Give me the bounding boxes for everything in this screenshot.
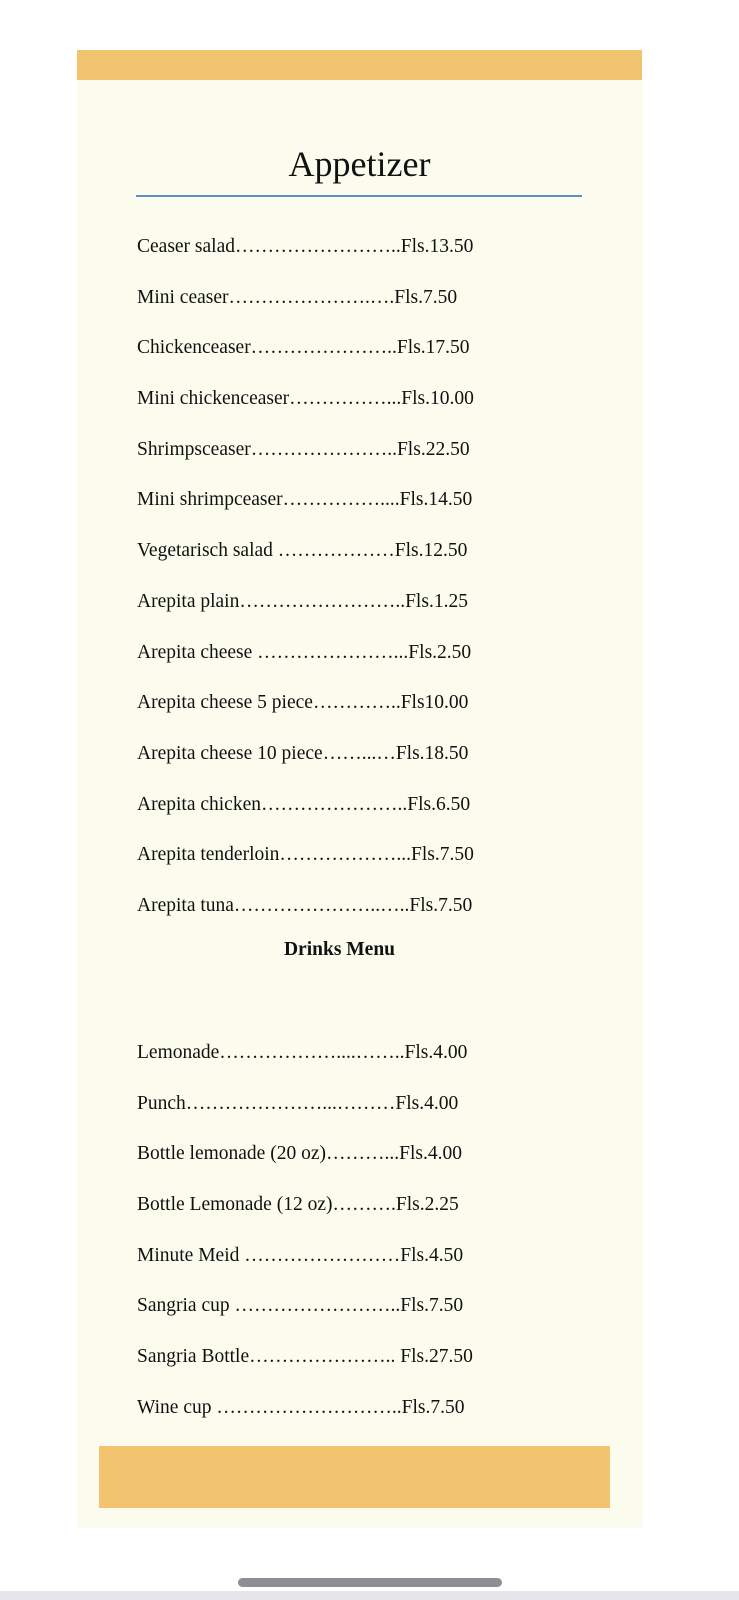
menu-item: Arepita chicken…………………..Fls.6.50 [137,793,471,815]
menu-item: Sangria Bottle………………….. Fls.27.50 [137,1346,473,1368]
menu-item: Minute Meid ……………………Fls.4.50 [137,1244,464,1266]
menu-item: Arepita cheese 10 piece……...…Fls.18.50 [137,742,469,764]
menu-item: Arepita plain……………………..Fls.1.25 [137,590,468,612]
bottom-edge-strip [0,1591,739,1600]
menu-item: Arepita cheese 5 piece…………..Fls10.00 [137,692,469,714]
menu-item: Bottle lemonade (20 oz)………...Fls.4.00 [137,1143,462,1165]
menu-document [77,50,642,1528]
menu-item: Arepita tenderloin………………...Fls.7.50 [137,844,474,866]
top-color-band [77,50,642,80]
menu-item: Chickenceaser…………………..Fls.17.50 [137,337,470,359]
menu-item: Mini ceaser………………….….Fls.7.50 [137,286,458,308]
menu-item: Wine cup ………………………..Fls.7.50 [137,1396,465,1418]
heading-divider [136,195,582,197]
menu-item: Punch…………………...………Fls.4.00 [137,1092,459,1114]
menu-item: Bottle Lemonade (12 oz)……….Fls.2.25 [137,1194,459,1216]
menu-item: Lemonade………………....……..Fls.4.00 [137,1042,468,1063]
menu-item: Mini shrimpceaser……………....Fls.14.50 [137,489,473,511]
menu-item: Shrimpsceaser…………………..Fls.22.50 [137,438,470,460]
bottom-color-band [99,1446,610,1508]
menu-item: Ceaser salad……………………..Fls.13.50 [137,236,474,257]
drinks-menu-heading: Drinks Menu [283,939,396,960]
appetizer-heading: Appetizer [288,144,431,184]
menu-item: Sangria cup ……………………..Fls.7.50 [137,1295,464,1317]
home-indicator[interactable] [238,1578,502,1587]
drinks-list [137,1038,617,1494]
menu-item: Mini chickenceaser……………...Fls.10.00 [137,388,474,410]
menu-item: Arepita cheese …………………...Fls.2.50 [137,641,472,663]
appetizer-list [137,232,617,942]
menu-item: Arepita tuna…………………..…..Fls.7.50 [137,894,473,916]
menu-item: Vegetarisch salad ………………Fls.12.50 [137,540,468,562]
